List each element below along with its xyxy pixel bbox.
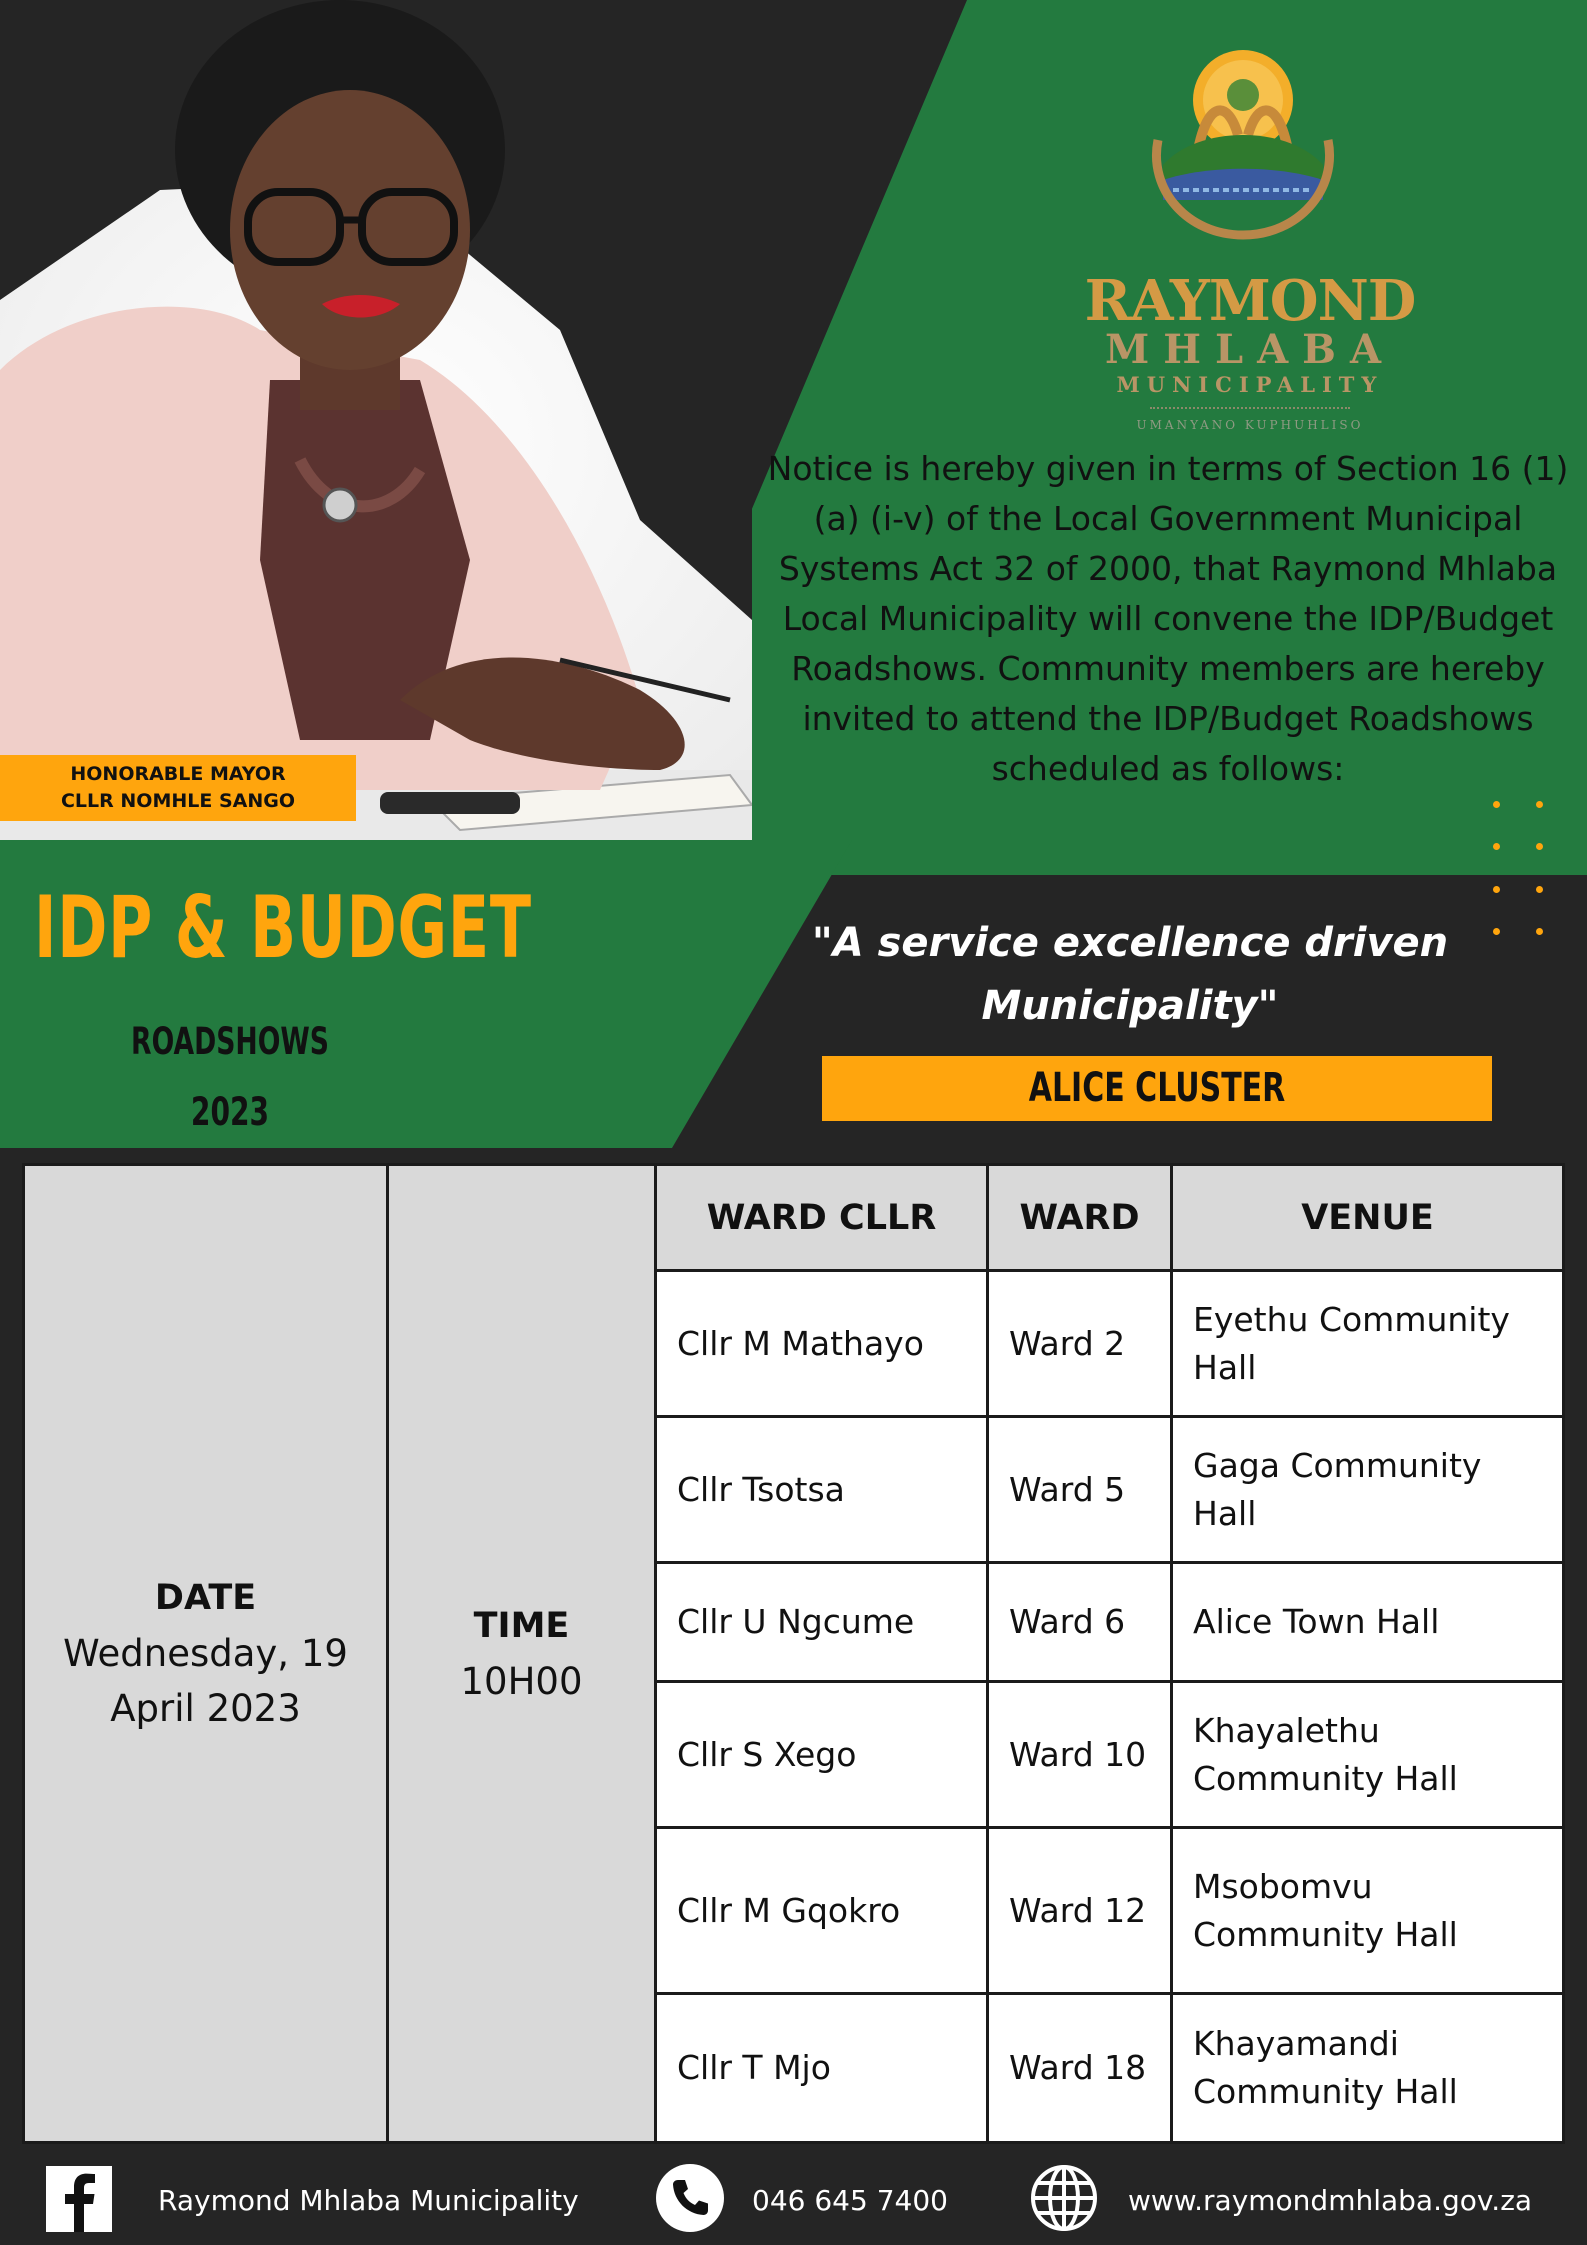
footer-website[interactable]: www.raymondmhlaba.gov.za <box>1128 2184 1533 2217</box>
date-value: Wednesday, 19 April 2023 <box>63 1632 348 1730</box>
date-cell <box>24 1165 388 2143</box>
logo-motto: UMANYANO KUPHUHLISO <box>1136 418 1364 432</box>
ward-cell: Ward 12 <box>988 1828 1172 1994</box>
date-label: DATE <box>154 1578 257 1618</box>
mayor-name: CLLR NOMHLE SANGO <box>60 790 295 812</box>
footer-facebook-label[interactable]: Raymond Mhlaba Municipality <box>158 2184 579 2217</box>
globe-icon[interactable] <box>1030 2164 1098 2232</box>
ward-cell: Ward 5 <box>988 1417 1172 1563</box>
mayor-title: HONORABLE MAYOR <box>70 763 286 785</box>
ward-cell: Ward 10 <box>988 1682 1172 1828</box>
event-title: IDP & BUDGET <box>34 878 532 978</box>
event-subtitle: ROADSHOWS <box>131 1020 329 1063</box>
time-label: TIME <box>473 1605 570 1646</box>
time-cell <box>388 1165 656 2143</box>
logo-wordmark-mhlaba: MHLABA <box>1104 326 1396 373</box>
ward-cllr-cell: Cllr M Mathayo <box>656 1271 988 1417</box>
slogan: "A service excellence driven Municipality" <box>811 920 1449 1029</box>
logo-divider <box>1150 407 1350 412</box>
venue-cell: Gaga Community Hall <box>1172 1417 1564 1563</box>
phone-icon[interactable] <box>656 2164 724 2232</box>
schedule-table <box>22 1163 1565 2144</box>
venue-cell: Khayamandi Community Hall <box>1172 1994 1564 2143</box>
mayor-photo <box>0 0 752 840</box>
facebook-icon[interactable] <box>46 2166 112 2232</box>
footer-phone-number[interactable]: 046 645 7400 <box>752 2184 948 2217</box>
table-header-row <box>24 1165 1564 1271</box>
venue-cell: Msobomvu Community Hall <box>1172 1828 1564 1994</box>
ward-cllr-cell: Cllr U Ngcume <box>656 1563 988 1682</box>
cluster-banner <box>822 1056 1492 1121</box>
ward-cllr-cell: Cllr S Xego <box>656 1682 988 1828</box>
mayor-name-tag <box>0 755 356 821</box>
municipality-logo-icon <box>1138 40 1348 240</box>
ward-cell: Ward 2 <box>988 1271 1172 1417</box>
notice-paragraph: Notice is hereby given in terms of Section 16 (1) (a) (i-v) of the Local Government Municipal Systems Act 32 of 2000, that Raymond Mhlaba Local Municipality will convene the IDP/Budget Roadshows. Community members are hereby invited to attend the IDP/Budget Roadshows scheduled as follows: <box>767 449 1569 788</box>
ward-cell: Ward 6 <box>988 1563 1172 1682</box>
logo-wordmark-municipality: MUNICIPALITY <box>1116 372 1384 397</box>
venue-cell: Eyethu Community Hall <box>1172 1271 1564 1417</box>
time-value: 10H00 <box>460 1659 583 1703</box>
cluster-label: ALICE CLUSTER <box>1028 1065 1286 1111</box>
ward-cllr-cell: Cllr M Gqokro <box>656 1828 988 1994</box>
column-header-ward: WARD <box>988 1165 1172 1271</box>
venue-cell: Khayalethu Community Hall <box>1172 1682 1564 1828</box>
column-header-ward-cllr: WARD CLLR <box>656 1165 988 1271</box>
ward-cell: Ward 18 <box>988 1994 1172 2143</box>
event-year: 2023 <box>190 1090 270 1135</box>
column-header-venue: VENUE <box>1172 1165 1564 1271</box>
venue-cell: Alice Town Hall <box>1172 1563 1564 1682</box>
logo-wordmark-raymond: RAYMOND <box>1084 268 1416 334</box>
ward-cllr-cell: Cllr T Mjo <box>656 1994 988 2143</box>
ward-cllr-cell: Cllr Tsotsa <box>656 1417 988 1563</box>
